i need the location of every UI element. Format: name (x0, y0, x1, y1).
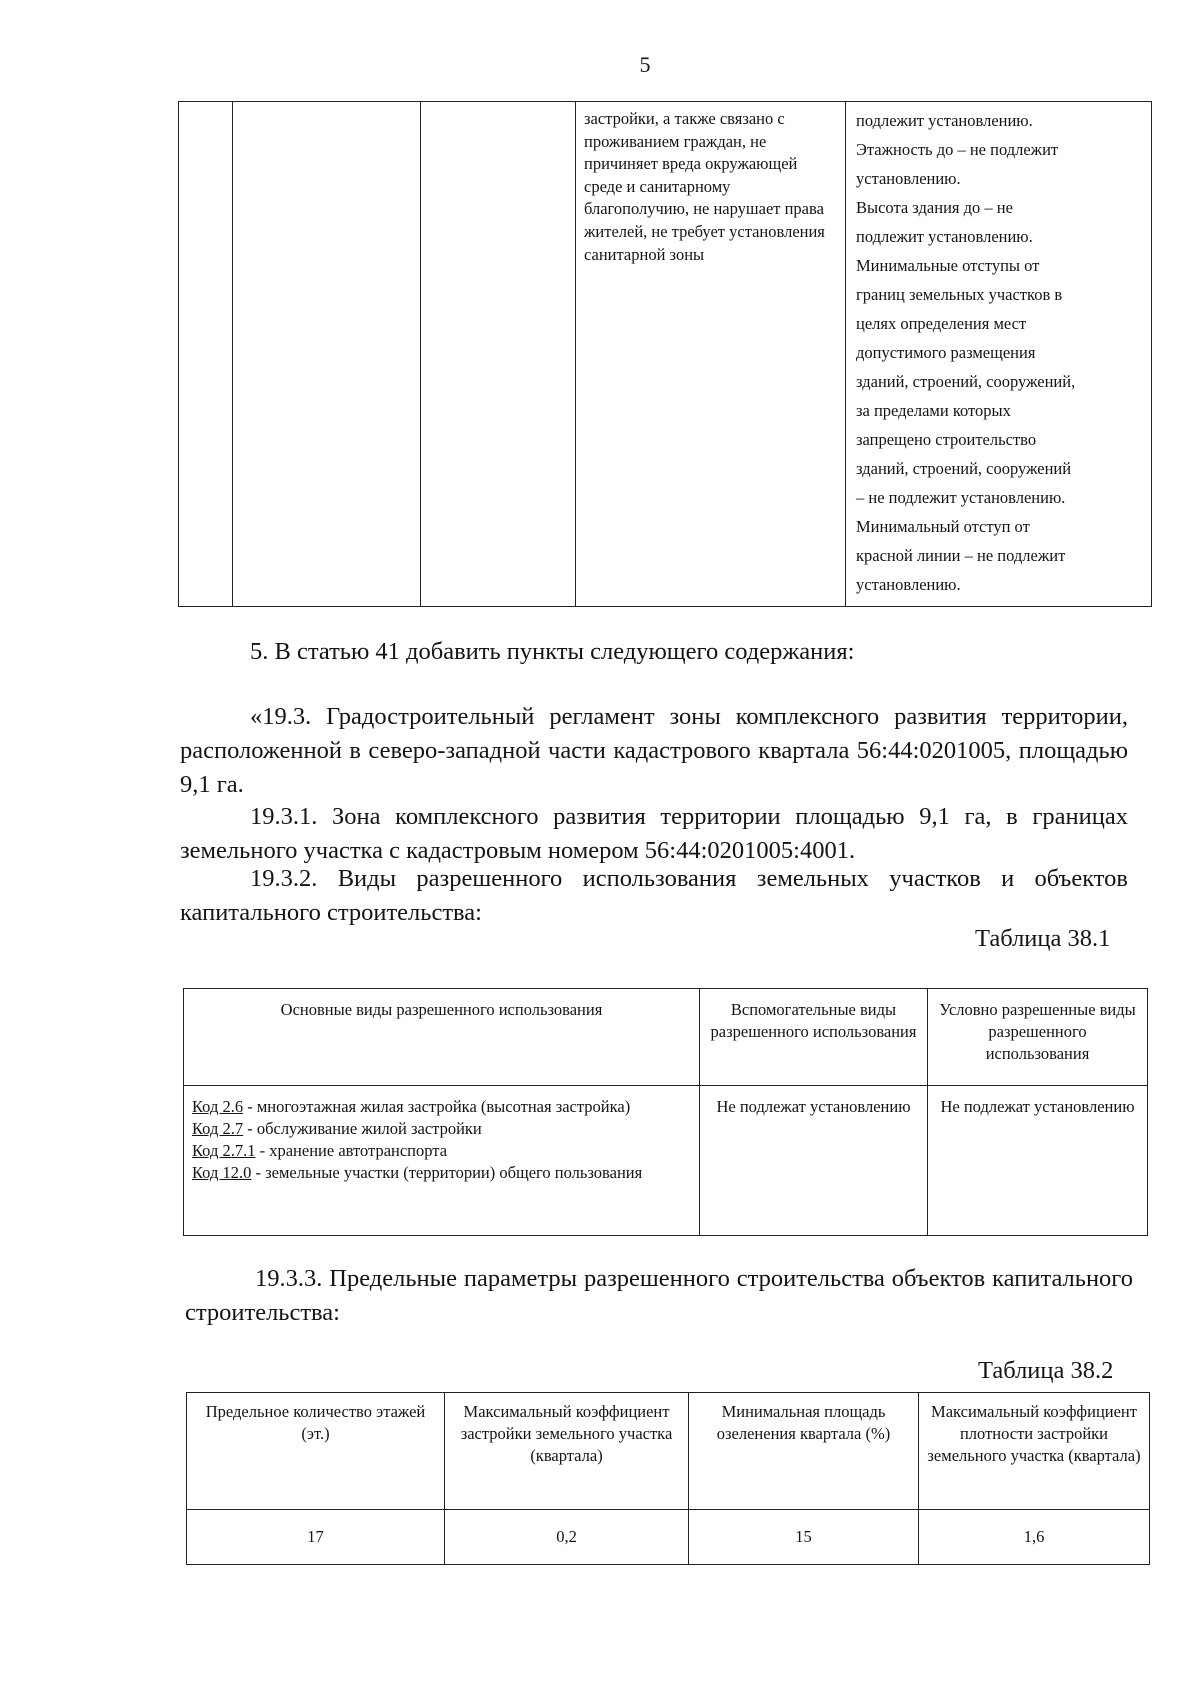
table-header: Основные виды разрешенного использования (184, 989, 700, 1086)
parameter-line: подлежит установлению. (856, 227, 1033, 246)
parameter-line: зданий, строений, сооружений, (856, 372, 1076, 391)
table-header: Максимальный коэффициент плотности застройки земельного участка (квартала) (919, 1393, 1150, 1510)
code-link[interactable]: Код 12.0 (192, 1163, 252, 1182)
parameter-line: запрещено строительство (856, 430, 1037, 449)
table-38-2-caption: Таблица 38.2 (978, 1357, 1114, 1384)
table-38-2 (186, 1392, 1150, 1552)
paragraph-5: 5. В статью 41 добавить пункты следующего содержания: (250, 638, 855, 665)
parameter-line: установлению. (856, 169, 961, 188)
table-header: Минимальная площадь озеленения квартала (%) (689, 1393, 919, 1510)
code-description: - многоэтажная жилая застройка (высотная застройка) (243, 1097, 631, 1116)
auxiliary-uses-cell: Не подлежат установлению (700, 1086, 928, 1236)
paragraph-19-3-1: 19.3.1. Зона комплексного развития территории площадью 9,1 га, в границах земельного участка с кадастровым номером 56:44:0201005:4001. (180, 803, 1128, 864)
code-link[interactable]: Код 2.6 (192, 1097, 244, 1116)
parameter-line: зданий, строений, сооружений (856, 459, 1072, 478)
table-header: Максимальный коэффициент застройки земельного участка (квартала) (445, 1393, 689, 1510)
parameter-line: за пределами которых (856, 401, 1011, 420)
use-code-item (192, 1140, 691, 1162)
parameter-line: Этажность до – не подлежит (856, 140, 1059, 159)
parameter-line: Высота здания до – не (856, 198, 1013, 217)
paragraph-19-3: «19.3. Градостроительный регламент зоны комплексного развития территории, расположенной в северо-западной части кадастрового квартала 56:44:0201005, площадью 9,1 га. (180, 703, 1128, 798)
parameter-line: границ земельных участков в (856, 285, 1063, 304)
code-link[interactable]: Код 2.7 (192, 1119, 244, 1138)
table-header: Предельное количество этажей (эт.) (187, 1393, 445, 1510)
use-code-item (192, 1118, 691, 1140)
parameters-text (846, 102, 1151, 603)
table-header: Вспомогательные виды разрешенного использования (700, 989, 928, 1086)
use-code-item (192, 1096, 691, 1118)
code-description: - земельные участки (территории) общего пользования (251, 1163, 643, 1182)
empty-cell (233, 102, 421, 607)
code-description: - хранение автотранспорта (255, 1141, 448, 1160)
parameter-line: – не подлежит установлению. (856, 488, 1066, 507)
empty-cell (179, 102, 233, 607)
parameter-line: подлежит установлению. (856, 111, 1033, 130)
description-cell (576, 102, 846, 607)
code-link[interactable]: Код 2.7.1 (192, 1141, 256, 1160)
parameter-line: допустимого размещения (856, 343, 1036, 362)
use-code-item (192, 1162, 691, 1184)
parameter-line: красной линии – не подлежит (856, 546, 1066, 565)
table-header: Условно разрешенные виды разрешенного использования (928, 989, 1148, 1086)
description-text: застройки, а также связано с проживанием граждан, не причиняет вреда окружающей среде и санитарному благополучию, не нарушает права жителей, не требует установления санитарной зоны (584, 109, 825, 264)
table-cell: 0,2 (445, 1510, 689, 1565)
table-cell: 15 (689, 1510, 919, 1565)
conditional-uses-cell: Не подлежат установлению (928, 1086, 1148, 1236)
empty-cell (421, 102, 576, 607)
table-cell: 17 (187, 1510, 445, 1565)
main-uses-cell (184, 1086, 700, 1236)
code-description: - обслуживание жилой застройки (243, 1119, 482, 1138)
table-cell: 1,6 (919, 1510, 1150, 1565)
parameter-line: целях определения мест (856, 314, 1027, 333)
parameter-line: установлению. (856, 575, 961, 594)
parameter-line: Минимальные отступы от (856, 256, 1040, 275)
table-38-1-caption: Таблица 38.1 (975, 925, 1111, 952)
page-number: 5 (639, 52, 651, 77)
continuation-table (178, 101, 1152, 607)
paragraph-19-3-3: 19.3.3. Предельные параметры разрешенного строительства объектов капитального строительства: (185, 1265, 1133, 1326)
parameters-cell (846, 102, 1152, 607)
paragraph-19-3-2: 19.3.2. Виды разрешенного использования земельных участков и объектов капитального строительства: (180, 865, 1128, 926)
table-38-1 (183, 988, 1148, 1236)
parameter-line: Минимальный отступ от (856, 517, 1030, 536)
